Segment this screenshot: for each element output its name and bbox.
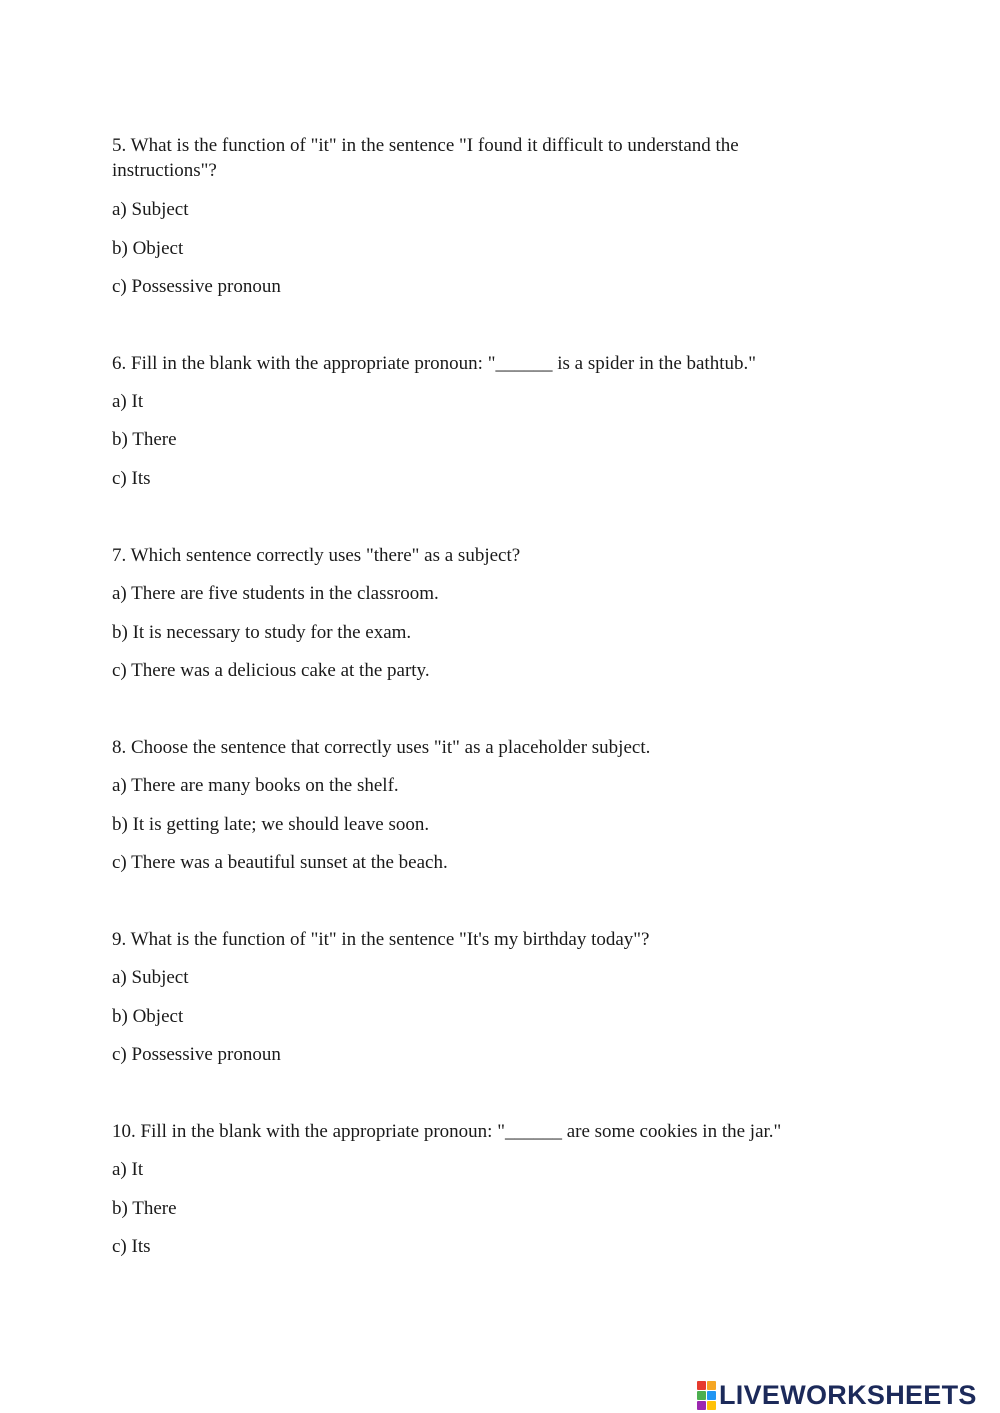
liveworksheets-logo-text: LIVEWORKSHEETS: [719, 1380, 977, 1410]
question-5-prompt: 5. What is the function of "it" in the sentence "I found it difficult to understand the instructions"?: [112, 135, 739, 181]
liveworksheets-logo: [697, 1378, 977, 1412]
question-7-option-c: c) There was a delicious cake at the party.: [112, 660, 430, 681]
question-9-option-a: a) Subject: [112, 967, 189, 988]
question-5-option-c: c) Possessive pronoun: [112, 276, 281, 297]
question-7-option-b: b) It is necessary to study for the exam.: [112, 622, 412, 643]
question-7-option-a: a) There are five students in the classroom.: [112, 583, 439, 604]
question-9-option-c: c) Possessive pronoun: [112, 1044, 281, 1065]
question-8-option-c: c) There was a beautiful sunset at the beach.: [112, 852, 448, 873]
question-9-prompt: 9. What is the function of "it" in the sentence "It's my birthday today"?: [112, 929, 650, 950]
question-10-option-c: c) Its: [112, 1236, 151, 1257]
liveworksheets-logo-mark-icon: [697, 1381, 716, 1410]
question-5-option-a: a) Subject: [112, 199, 189, 220]
question-10-prompt: 10. Fill in the blank with the appropriate pronoun: "______ are some cookies in the jar.": [112, 1121, 782, 1142]
question-5-option-b: b) Object: [112, 238, 184, 259]
question-6-option-c: c) Its: [112, 468, 151, 489]
question-8-option-b: b) It is getting late; we should leave soon.: [112, 814, 430, 835]
question-6-option-a: a) It: [112, 391, 144, 412]
question-9-option-b: b) Object: [112, 1006, 184, 1027]
question-7-prompt: 7. Which sentence correctly uses "there" as a subject?: [112, 545, 521, 566]
question-10-option-b: b) There: [112, 1198, 177, 1219]
question-10-option-a: a) It: [112, 1159, 144, 1180]
question-8-prompt: 8. Choose the sentence that correctly uses "it" as a placeholder subject.: [112, 737, 651, 758]
question-6-prompt: 6. Fill in the blank with the appropriate pronoun: "______ is a spider in the bathtub.": [112, 353, 756, 374]
question-6-option-b: b) There: [112, 429, 177, 450]
question-8-option-a: a) There are many books on the shelf.: [112, 775, 399, 796]
